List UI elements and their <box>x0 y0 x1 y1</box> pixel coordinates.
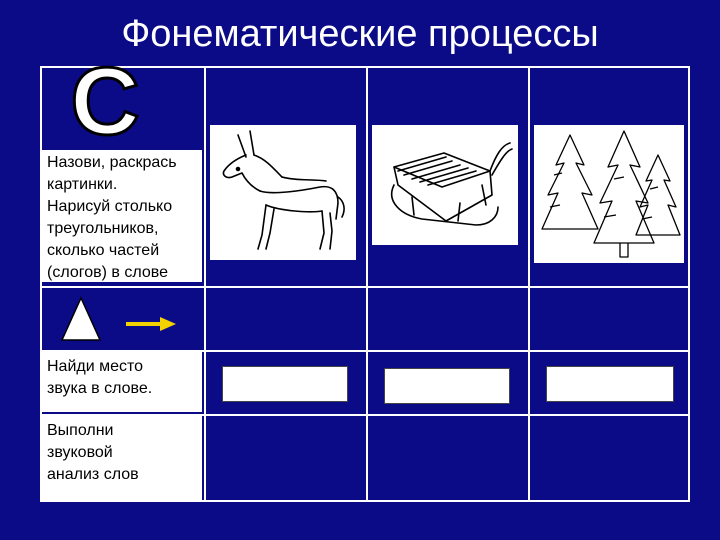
instruction-line: Назови, раскрась <box>47 154 177 171</box>
instruction-line: Нарисуй столько <box>47 198 173 215</box>
column-divider <box>528 68 530 500</box>
column-divider <box>204 68 206 500</box>
sound-position-box[interactable] <box>222 366 348 402</box>
instruction-line: картинки. <box>47 176 118 193</box>
sled-picture <box>372 125 518 245</box>
instruction-line: (слогов) в слове <box>47 264 168 281</box>
column-divider <box>366 68 368 500</box>
letter-text: С <box>70 56 140 146</box>
instruction-line: звуковой <box>47 444 113 461</box>
donkey-picture <box>210 125 356 260</box>
fir-trees-picture <box>534 125 684 263</box>
row-divider <box>42 286 688 288</box>
instruction-line: анализ слов <box>47 466 139 483</box>
instruction-line: Найди место <box>47 358 144 375</box>
sound-position-box[interactable] <box>546 366 674 402</box>
fir-trees-icon <box>534 125 684 263</box>
instruction-sound-analysis <box>42 414 202 500</box>
instruction-find-sound <box>42 350 202 412</box>
instruction-line: Выполни <box>47 422 114 439</box>
donkey-icon <box>210 125 356 260</box>
arrow-right-icon <box>124 314 178 334</box>
triangle-icon <box>60 296 102 342</box>
instruction-line: звука в слове. <box>47 380 153 397</box>
instruction-name-color-draw <box>42 150 202 282</box>
instruction-line: треугольников, <box>47 220 159 237</box>
slide-title: Фонематические процессы <box>121 13 599 55</box>
letter-s-heading <box>50 56 160 146</box>
sled-icon <box>372 125 518 245</box>
sound-position-box[interactable] <box>384 368 510 404</box>
instruction-line: сколько частей <box>47 242 160 259</box>
